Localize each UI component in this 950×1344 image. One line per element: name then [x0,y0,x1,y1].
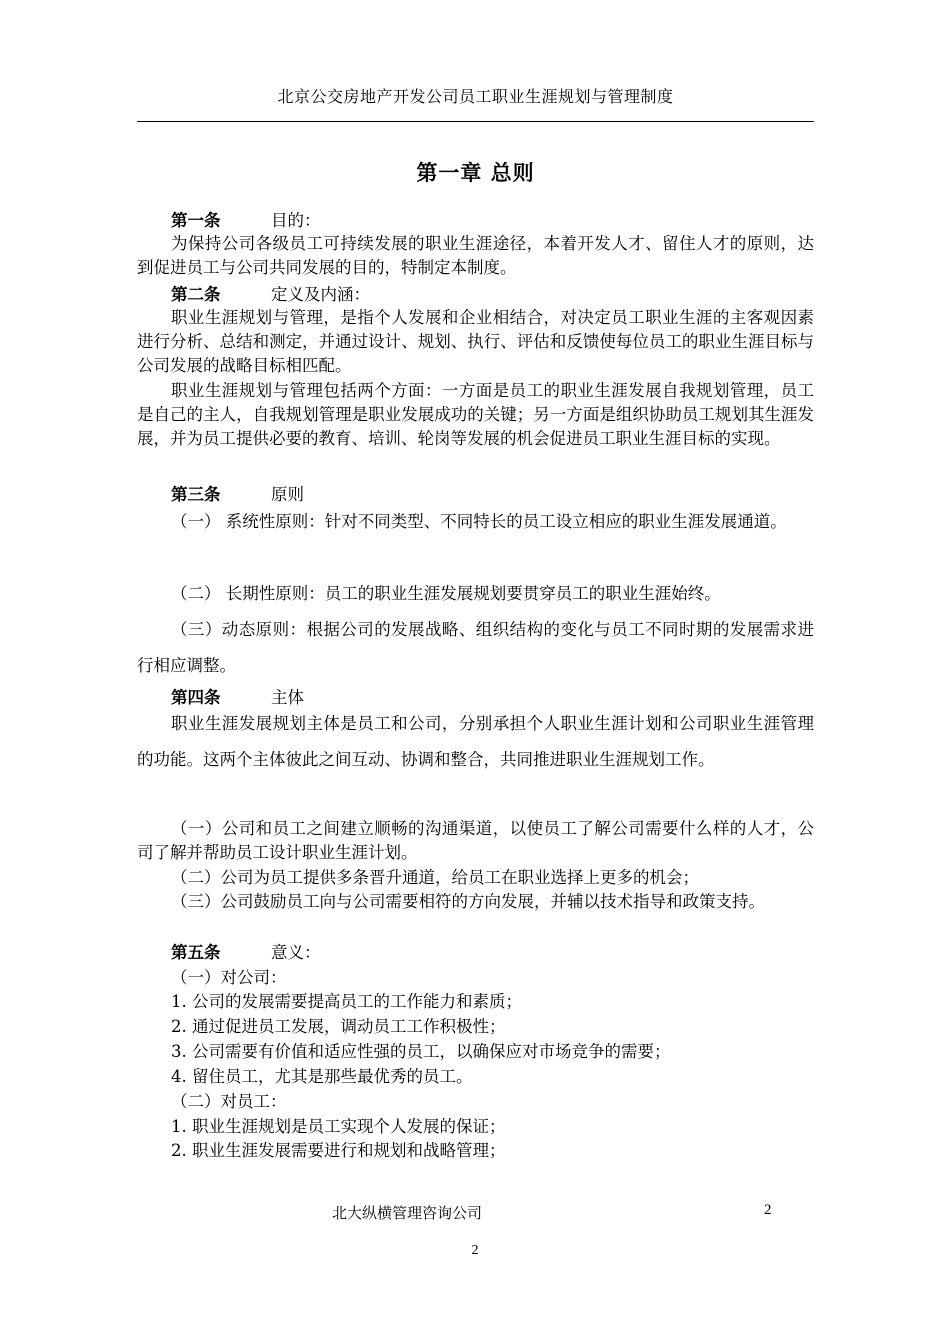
article-4-paragraph-3: （二）公司为员工提供多条晋升通道，给员工在职业选择上更多的机会； [171,868,699,887]
footer-company: 北大纵横管理咨询公司 [331,1204,482,1222]
article-label: 第二条 [171,285,221,304]
article-heading: 意义： [271,943,321,962]
article-4-heading [171,684,304,708]
list-item: 2. 通过促进员工发展，调动员工工作积极性； [171,1017,506,1036]
article-heading: 主体 [271,688,304,707]
article-5-heading [171,939,321,963]
article-1-heading [171,207,321,231]
header-divider [137,121,814,122]
article-label: 第一条 [171,211,221,230]
page-number: 2 [471,1243,479,1258]
article-1-paragraph-1: 为保持公司各级员工可持续发展的职业生涯途径，本着开发人才、留住人才的原则，达到促进员工与公司共同发展的目的，特制定本制度。 [137,234,814,277]
list-item: 3. 公司需要有价值和适应性强的员工，以确保应对市场竞争的需要； [171,1042,671,1061]
article-label: 第四条 [171,688,221,707]
list-item: （二）对员工： [171,1092,287,1111]
article-3-paragraph-1: （一） 系统性原则：针对不同类型、不同特长的员工设立相应的职业生涯发展通道。 [171,512,787,531]
article-heading: 定义及内涵： [271,285,370,304]
list-item: 4. 留住员工，尤其是那些最优秀的员工。 [171,1067,473,1086]
list-item: 1. 职业生涯规划是员工实现个人发展的保证； [171,1117,506,1136]
article-4-paragraph-4: （三）公司鼓励员工向与公司需要相符的方向发展，并辅以技术指导和政策支持。 [171,892,765,911]
article-4-paragraph-1: 职业生涯发展规划主体是员工和公司，分别承担个人职业生涯计划和公司职业生涯管理的功能。这两个主体彼此之间互动、协调和整合，共同推进职业生涯规划工作。 [137,714,814,769]
article-heading: 原则 [271,485,304,504]
list-item: 2. 职业生涯发展需要进行和规划和战略管理； [171,1141,506,1160]
list-item: 1. 公司的发展需要提高员工的工作能力和素质； [171,992,522,1011]
article-4-paragraph-2: （一）公司和员工之间建立顺畅的沟通渠道，以使员工了解公司需要什么样的人才，公司了解并帮助员工设计职业生涯计划。 [137,819,814,862]
footer-page-number: 2 [764,1202,772,1218]
running-header: 北京公交房地产开发公司员工职业生涯规划与管理制度 [277,87,674,106]
list-item: （一）对公司： [171,968,287,987]
chapter-title: 第一章 总则 [416,161,535,185]
article-2-heading [171,281,370,305]
article-3-heading [171,481,304,505]
article-3-paragraph-2: （二） 长期性原则：员工的职业生涯发展规划要贯穿员工的职业生涯始终。 [171,584,721,603]
article-label: 第三条 [171,485,221,504]
article-3-paragraph-3: （三）动态原则：根据公司的发展战略、组织结构的变化与员工不同时期的发展需求进行相应调整。 [137,620,814,675]
article-2-paragraph-2: 职业生涯规划与管理包括两个方面：一方面是员工的职业生涯发展自我规划管理，员工是自己的主人，自我规划管理是职业发展成功的关键；另一方面是组织协助员工规划其生涯发展，并为员工提供必要的教育、培训、轮岗等发展的机会促进员工职业生涯目标的实现。 [137,381,814,448]
article-label: 第五条 [171,943,221,962]
article-2-paragraph-1: 职业生涯规划与管理，是指个人发展和企业相结合，对决定员工职业生涯的主客观因素进行分析、总结和测定，并通过设计、规划、执行、评估和反馈使每位员工的职业生涯目标与公司发展的战略目标相匹配。 [137,308,814,375]
article-heading: 目的： [271,211,321,230]
